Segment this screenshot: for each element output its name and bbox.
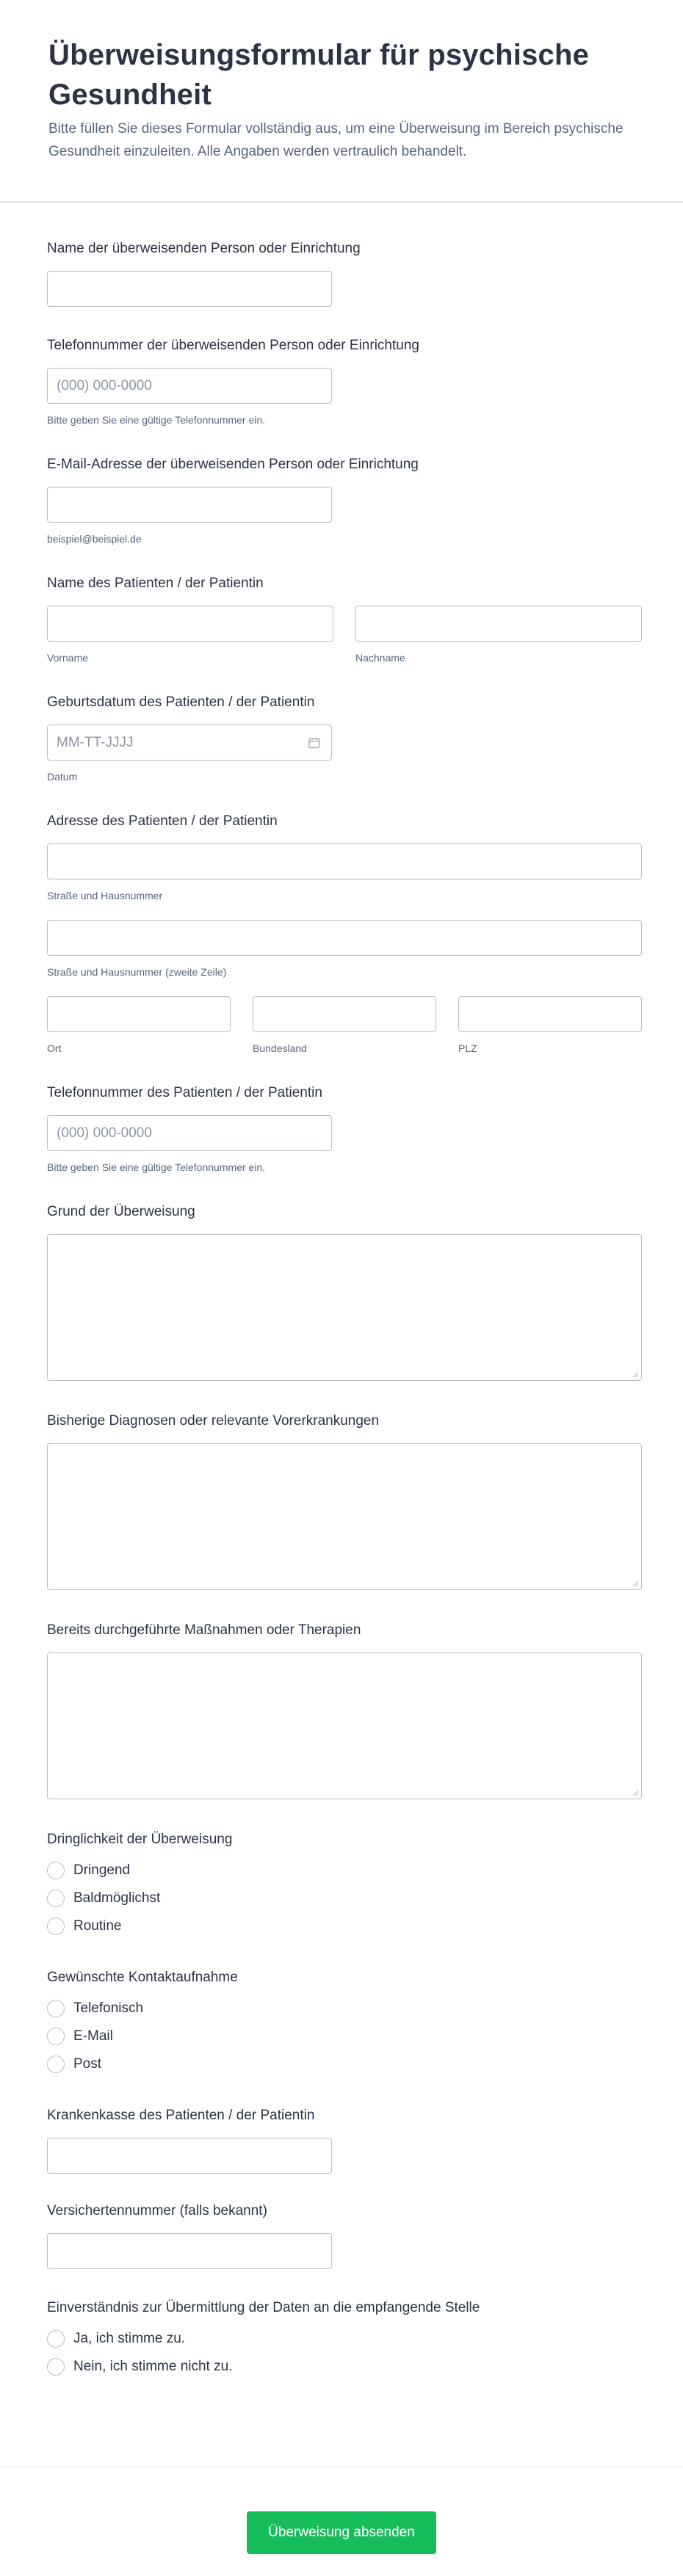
city-sublabel: Ort xyxy=(47,1042,62,1054)
urgency-option-urgent[interactable] xyxy=(47,1857,642,1884)
reason-textarea[interactable] xyxy=(47,1234,642,1381)
patient-dob-placeholder: MM-TT-JJJJ xyxy=(57,734,134,750)
radio-label: Ja, ich stimme zu. xyxy=(73,2331,186,2346)
urgency-option-routine[interactable] xyxy=(47,1912,642,1940)
referrer-phone-hint: Bitte geben Sie eine gültige Telefonnummer ein. xyxy=(47,414,266,426)
patient-phone-input[interactable] xyxy=(47,1115,332,1151)
street-line-1-sublabel: Straße und Hausnummer xyxy=(47,890,163,901)
page-subtitle: Bitte füllen Sie dieses Formular vollständig aus, um eine Überweisung im Bereich psychische Gesundheit einzuleiten. Alle Angaben werden vertraulich behandelt. xyxy=(48,121,624,159)
radio-button[interactable] xyxy=(47,1918,65,1935)
referrer-email-input[interactable] xyxy=(47,487,332,523)
patient-dob-label: Geburtsdatum des Patienten / der Patientin xyxy=(47,694,315,710)
calendar-icon[interactable] xyxy=(308,736,321,750)
patient-name-row xyxy=(47,606,642,664)
radio-button[interactable] xyxy=(47,2330,65,2348)
consent-option-no[interactable] xyxy=(47,2353,642,2381)
insurance-input[interactable] xyxy=(47,2138,332,2174)
insurance-number-field xyxy=(47,2203,642,2269)
last-name-sublabel: Nachname xyxy=(355,652,405,664)
radio-label: Routine xyxy=(73,1918,122,1934)
urgency-option-asap[interactable] xyxy=(47,1884,642,1912)
consent-option-yes[interactable] xyxy=(47,2325,642,2353)
city-state-zip-row xyxy=(47,996,642,1054)
patient-phone-label: Telefonnummer des Patienten / der Patientin xyxy=(47,1085,322,1100)
diagnoses-field xyxy=(47,1413,642,1590)
radio-label: Baldmöglichst xyxy=(73,1890,161,1906)
referrer-phone-placeholder: (000) 000-0000 xyxy=(57,377,152,393)
patient-phone-placeholder: (000) 000-0000 xyxy=(57,1125,152,1141)
zip-group xyxy=(458,996,642,1054)
patient-address-label: Adresse des Patienten / der Patientin xyxy=(47,813,278,829)
contact-option-email[interactable] xyxy=(47,2022,642,2050)
resize-handle-icon[interactable] xyxy=(632,1371,639,1378)
street-line-2-input[interactable] xyxy=(47,920,642,956)
patient-address-field xyxy=(47,813,642,1054)
referrer-email-field xyxy=(47,457,642,545)
patient-dob-input[interactable] xyxy=(47,725,332,761)
reason-field xyxy=(47,1204,642,1381)
patient-phone-field xyxy=(47,1085,642,1173)
page-title: Überweisungsformular für psychische Gesundheit xyxy=(48,39,590,111)
contact-field xyxy=(47,1970,642,2078)
consent-field xyxy=(47,2300,642,2381)
submit-button[interactable]: Überweisung absenden xyxy=(247,2511,436,2554)
measures-textarea[interactable] xyxy=(47,1652,642,1799)
radio-label: Post xyxy=(73,2056,102,2072)
last-name-group xyxy=(355,606,642,664)
radio-label: E-Mail xyxy=(73,2028,113,2044)
radio-label: Dringend xyxy=(73,1862,131,1878)
contact-option-phone[interactable] xyxy=(47,1995,642,2022)
diagnoses-label: Bisherige Diagnosen oder relevante Vorerkrankungen xyxy=(47,1413,380,1429)
patient-phone-hint: Bitte geben Sie eine gültige Telefonnummer ein. xyxy=(47,1161,266,1173)
reason-label: Grund der Überweisung xyxy=(47,1204,195,1219)
consent-options xyxy=(47,2325,642,2381)
street-line-1-input[interactable] xyxy=(47,843,642,879)
radio-button[interactable] xyxy=(47,1890,65,1907)
contact-option-post[interactable] xyxy=(47,2050,642,2078)
form-header xyxy=(0,0,683,203)
radio-button[interactable] xyxy=(47,2358,65,2376)
patient-name-label: Name des Patienten / der Patientin xyxy=(47,576,264,591)
contact-label: Gewünschte Kontaktaufnahme xyxy=(47,1970,238,1985)
referrer-phone-label: Telefonnummer der überweisenden Person oder Einrichtung xyxy=(47,338,419,353)
urgency-label: Dringlichkeit der Überweisung xyxy=(47,1832,233,1847)
measures-label: Bereits durchgeführte Maßnahmen oder Therapien xyxy=(47,1622,361,1638)
first-name-input[interactable] xyxy=(47,606,333,642)
city-input[interactable] xyxy=(47,996,231,1032)
referral-form xyxy=(0,241,683,2381)
urgency-options xyxy=(47,1857,642,1940)
referrer-email-label: E-Mail-Adresse der überweisenden Person oder Einrichtung xyxy=(47,457,419,472)
consent-label: Einverständnis zur Übermittlung der Daten an die empfangende Stelle xyxy=(47,2300,480,2315)
measures-field xyxy=(47,1622,642,1799)
resize-handle-icon[interactable] xyxy=(632,1789,639,1796)
referrer-phone-input[interactable] xyxy=(47,368,332,404)
zip-sublabel: PLZ xyxy=(458,1042,477,1054)
street-line-2-sublabel: Straße und Hausnummer (zweite Zeile) xyxy=(47,966,227,978)
referrer-email-hint: beispiel@beispiel.de xyxy=(47,533,142,545)
referrer-phone-field xyxy=(47,338,642,426)
urgency-field xyxy=(47,1832,642,1940)
state-input[interactable] xyxy=(253,996,436,1032)
zip-input[interactable] xyxy=(458,996,642,1032)
city-group xyxy=(47,996,231,1054)
state-sublabel: Bundesland xyxy=(253,1042,307,1054)
form-footer xyxy=(0,2467,683,2576)
insurance-number-input[interactable] xyxy=(47,2233,332,2269)
radio-button[interactable] xyxy=(47,2000,65,2017)
radio-label: Telefonisch xyxy=(73,2000,144,2016)
patient-dob-hint: Datum xyxy=(47,771,78,783)
last-name-input[interactable] xyxy=(355,606,642,642)
patient-name-field xyxy=(47,576,642,664)
contact-options xyxy=(47,1995,642,2078)
insurance-label: Krankenkasse des Patienten / der Patientin xyxy=(47,2108,315,2123)
insurance-field xyxy=(47,2108,642,2174)
referrer-name-field xyxy=(47,241,642,307)
radio-label: Nein, ich stimme nicht zu. xyxy=(73,2359,233,2374)
referrer-name-input[interactable] xyxy=(47,271,332,307)
resize-handle-icon[interactable] xyxy=(632,1580,639,1587)
radio-button[interactable] xyxy=(47,1862,65,1879)
radio-button[interactable] xyxy=(47,2028,65,2045)
diagnoses-textarea[interactable] xyxy=(47,1443,642,1590)
patient-dob-field xyxy=(47,694,642,783)
referrer-name-label: Name der überweisenden Person oder Einrichtung xyxy=(47,241,361,256)
first-name-sublabel: Vorname xyxy=(47,652,89,664)
first-name-group xyxy=(47,606,333,664)
insurance-number-label: Versichertennummer (falls bekannt) xyxy=(47,2203,267,2218)
state-group xyxy=(253,996,436,1054)
radio-button[interactable] xyxy=(47,2056,65,2073)
